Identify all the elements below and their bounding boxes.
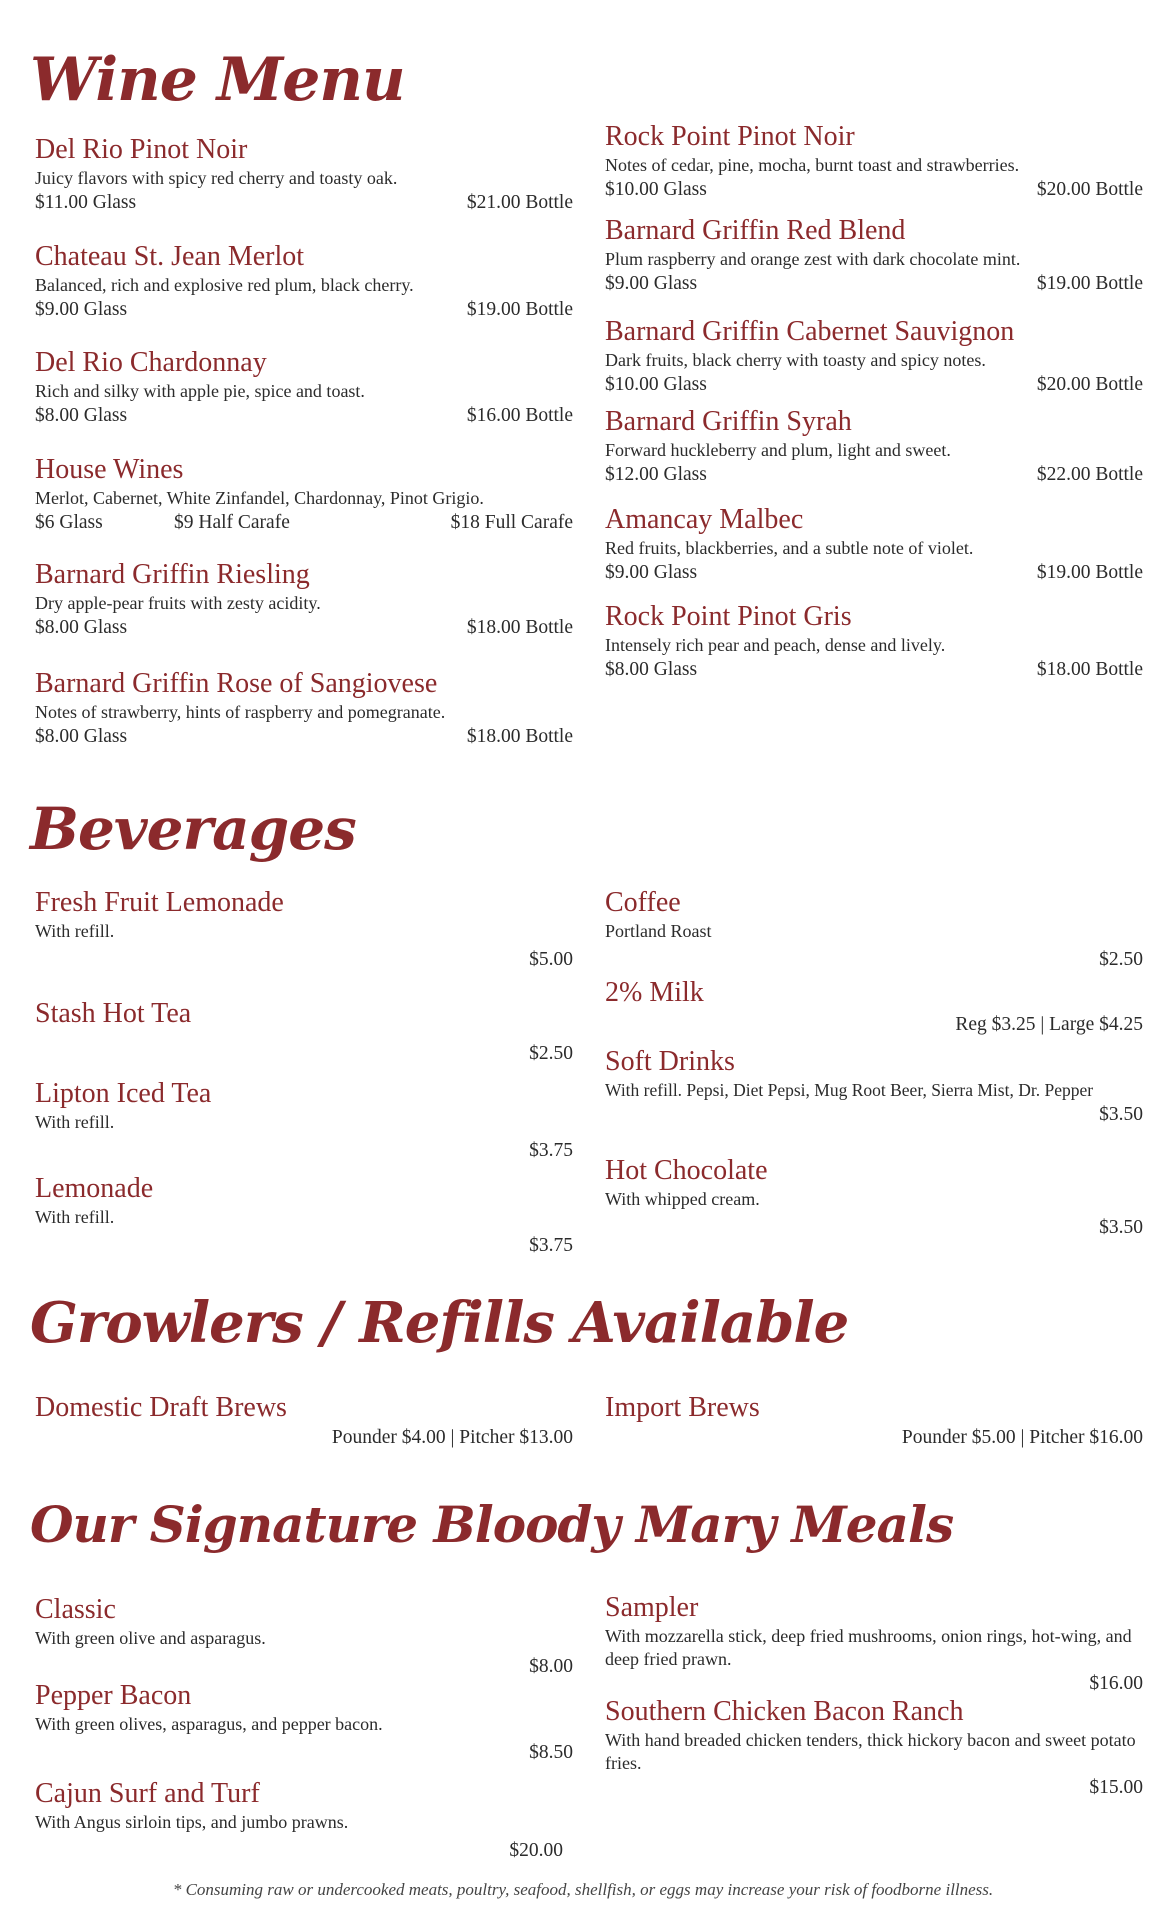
item-name: Rock Point Pinot Gris <box>605 601 852 632</box>
menu-item <box>35 997 573 1067</box>
menu-item <box>35 558 573 641</box>
menu-item <box>605 214 1143 297</box>
item-description: Dry apple-pear fruits with zesty acidity. <box>35 593 321 613</box>
item-name: Soft Drinks <box>605 1046 735 1077</box>
price-row <box>35 403 573 429</box>
item-price: $5.00 <box>529 949 573 970</box>
item-name: Barnard Griffin Red Blend <box>605 215 906 246</box>
bottle-price: $19.00 Bottle <box>1036 562 1143 583</box>
item-name: Southern Chicken Bacon Ranch <box>605 1696 964 1727</box>
bottle-price: $22.00 Bottle <box>1036 464 1143 485</box>
item-price: $8.00 <box>529 1656 573 1677</box>
menu-item <box>605 1695 1143 1801</box>
item-price: Pounder $4.00 | Pitcher $13.00 <box>331 1427 573 1448</box>
item-price: Reg $3.25 | Large $4.25 <box>955 1014 1143 1035</box>
bottle-price: $18.00 Bottle <box>466 726 573 747</box>
menu-item <box>605 1591 1143 1697</box>
item-description: Red fruits, blackberries, and a subtle note of violet. <box>605 538 974 558</box>
menu-item <box>605 120 1143 203</box>
item-description: Plum raspberry and orange zest with dark chocolate mint. <box>605 249 1021 269</box>
menu-item <box>35 1172 573 1259</box>
price-row <box>35 190 573 216</box>
item-description: With refill. <box>35 921 115 941</box>
item-description: Intensely rich pear and peach, dense and lively. <box>605 635 946 655</box>
price-row <box>35 1425 573 1451</box>
glass-price: $9.00 Glass <box>605 562 698 583</box>
price-row <box>35 615 573 641</box>
item-name: Lipton Iced Tea <box>35 1078 212 1109</box>
menu-item <box>35 1391 573 1451</box>
item-price: Pounder $5.00 | Pitcher $16.00 <box>901 1427 1143 1448</box>
menu-item <box>35 1679 573 1766</box>
menu-item <box>605 886 1143 973</box>
growlers-heading: Growlers / Refills Available <box>30 1290 849 1356</box>
item-name: Del Rio Pinot Noir <box>35 134 248 165</box>
item-description: With refill. Pepsi, Diet Pepsi, Mug Root Beer, Sierra Mist, Dr. Pepper <box>605 1080 1094 1100</box>
item-name: Chateau St. Jean Merlot <box>35 241 305 272</box>
item-name: Barnard Griffin Syrah <box>605 406 852 437</box>
half-carafe-price: $9 Half Carafe <box>174 512 290 533</box>
menu-item <box>35 453 573 536</box>
price-row <box>605 1671 1143 1697</box>
item-name: Import Brews <box>605 1392 760 1423</box>
item-description: With green olives, asparagus, and pepper bacon. <box>35 1714 383 1734</box>
glass-price: $10.00 Glass <box>605 179 707 200</box>
item-description: With Angus sirloin tips, and jumbo prawns. <box>35 1812 349 1832</box>
price-row <box>605 947 1143 973</box>
price-row <box>605 560 1143 586</box>
glass-price: $8.00 Glass <box>605 659 698 680</box>
price-row <box>35 724 573 750</box>
item-name: House Wines <box>35 454 184 485</box>
price-row <box>605 462 1143 488</box>
item-name: Pepper Bacon <box>35 1680 192 1711</box>
bottle-price: $16.00 Bottle <box>466 405 573 426</box>
menu-item <box>35 133 573 216</box>
item-price: $15.00 <box>1089 1777 1143 1798</box>
item-name: Del Rio Chardonnay <box>35 347 267 378</box>
menu-item <box>605 600 1143 683</box>
item-price: $2.50 <box>529 1043 573 1064</box>
full-carafe-price: $18 Full Carafe <box>450 512 573 533</box>
item-name: Coffee <box>605 887 681 918</box>
price-row <box>605 1012 1143 1038</box>
price-row <box>605 177 1143 203</box>
glass-price: $8.00 Glass <box>35 726 128 747</box>
price-row <box>35 1138 573 1164</box>
item-name: Stash Hot Tea <box>35 998 192 1029</box>
item-description: Juicy flavors with spicy red cherry and toasty oak. <box>35 168 398 188</box>
item-description: Merlot, Cabernet, White Zinfandel, Chardonnay, Pinot Grigio. <box>35 488 484 508</box>
item-name: Domestic Draft Brews <box>35 1392 287 1423</box>
menu-item <box>35 1777 573 1864</box>
item-name: Barnard Griffin Riesling <box>35 559 310 590</box>
price-row <box>605 657 1143 683</box>
item-price: $20.00 <box>509 1840 563 1861</box>
price-row <box>35 1654 573 1680</box>
bottle-price: $19.00 Bottle <box>466 299 573 320</box>
item-name: Classic <box>35 1594 116 1625</box>
menu-item <box>605 405 1143 488</box>
bottle-price: $18.00 Bottle <box>1036 659 1143 680</box>
bottle-price: $21.00 Bottle <box>466 192 573 213</box>
price-row <box>35 1233 573 1259</box>
bottle-price: $20.00 Bottle <box>1036 374 1143 395</box>
beverages-heading: Beverages <box>30 795 356 863</box>
item-price: $16.00 <box>1089 1673 1143 1694</box>
foodborne-illness-disclaimer: * Consuming raw or undercooked meats, poultry, seafood, shellfish, or eggs may increase your risk of foodborne illness. <box>172 1880 994 1899</box>
item-price: $8.50 <box>529 1742 573 1763</box>
menu-item <box>605 1154 1143 1241</box>
price-row <box>35 1041 573 1067</box>
price-row <box>35 297 573 323</box>
item-name: Barnard Griffin Rose of Sangiovese <box>35 668 438 699</box>
price-row <box>605 1425 1143 1451</box>
glass-price: $10.00 Glass <box>605 374 707 395</box>
menu-item <box>605 1391 1143 1451</box>
menu-item <box>35 886 573 973</box>
menu-item <box>35 240 573 323</box>
price-row <box>605 271 1143 297</box>
item-name: Hot Chocolate <box>605 1155 768 1186</box>
price-row <box>605 1215 1143 1241</box>
price-row <box>35 1838 573 1864</box>
item-name: Barnard Griffin Cabernet Sauvignon <box>605 316 1015 347</box>
menu-item <box>605 976 1143 1038</box>
item-price: $2.50 <box>1099 949 1143 970</box>
price-row <box>35 947 573 973</box>
item-name: Cajun Surf and Turf <box>35 1778 260 1809</box>
glass-price: $9.00 Glass <box>605 273 698 294</box>
glass-price: $11.00 Glass <box>35 192 137 213</box>
item-description: Dark fruits, black cherry with toasty and spicy notes. <box>605 350 986 370</box>
item-price: $3.75 <box>529 1235 573 1256</box>
glass-price: $8.00 Glass <box>35 617 128 638</box>
item-description: With refill. <box>35 1207 115 1227</box>
menu-item <box>605 1045 1143 1128</box>
glass-price: $6 Glass <box>35 512 103 533</box>
bottle-price: $19.00 Bottle <box>1036 273 1143 294</box>
item-description: Notes of strawberry, hints of raspberry and pomegranate. <box>35 702 446 722</box>
menu-item <box>605 503 1143 586</box>
glass-price: $9.00 Glass <box>35 299 128 320</box>
item-price: $3.50 <box>1099 1217 1143 1238</box>
menu-item <box>35 1077 573 1164</box>
item-name: Fresh Fruit Lemonade <box>35 887 284 918</box>
item-price: $3.50 <box>1099 1104 1143 1125</box>
item-name: 2% Milk <box>605 977 704 1008</box>
bloody-mary-heading: Our Signature Bloody Mary Meals <box>30 1495 954 1554</box>
item-description: With refill. <box>35 1112 115 1132</box>
item-description: With whipped cream. <box>605 1189 760 1209</box>
item-description: Portland Roast <box>605 921 712 941</box>
item-description: Rich and silky with apple pie, spice and toast. <box>35 381 365 401</box>
menu-item <box>35 667 573 750</box>
item-description: Forward huckleberry and plum, light and sweet. <box>605 440 951 460</box>
price-row <box>605 1775 1143 1801</box>
item-name: Rock Point Pinot Noir <box>605 121 855 152</box>
item-description: With hand breaded chicken tenders, thick hickory bacon and sweet potato fries. <box>605 1730 1136 1773</box>
price-row <box>605 372 1143 398</box>
item-description: With green olive and asparagus. <box>35 1628 266 1648</box>
item-price: $3.75 <box>529 1140 573 1161</box>
item-description: Balanced, rich and explosive red plum, black cherry. <box>35 275 414 295</box>
item-name: Amancay Malbec <box>605 504 804 535</box>
bottle-price: $20.00 Bottle <box>1036 179 1143 200</box>
item-description: Notes of cedar, pine, mocha, burnt toast and strawberries. <box>605 155 1020 175</box>
price-row <box>35 510 573 536</box>
menu-item <box>605 315 1143 398</box>
glass-price: $8.00 Glass <box>35 405 128 426</box>
price-row <box>35 1740 573 1766</box>
glass-price: $12.00 Glass <box>605 464 707 485</box>
price-row <box>605 1102 1143 1128</box>
item-description: With mozzarella stick, deep fried mushrooms, onion rings, hot-wing, and deep fried prawn. <box>605 1626 1132 1669</box>
wine-menu-heading: Wine Menu <box>30 45 405 115</box>
item-name: Lemonade <box>35 1173 154 1204</box>
bottle-price: $18.00 Bottle <box>466 617 573 638</box>
menu-item <box>35 1593 573 1680</box>
menu-item <box>35 346 573 429</box>
item-name: Sampler <box>605 1592 699 1623</box>
